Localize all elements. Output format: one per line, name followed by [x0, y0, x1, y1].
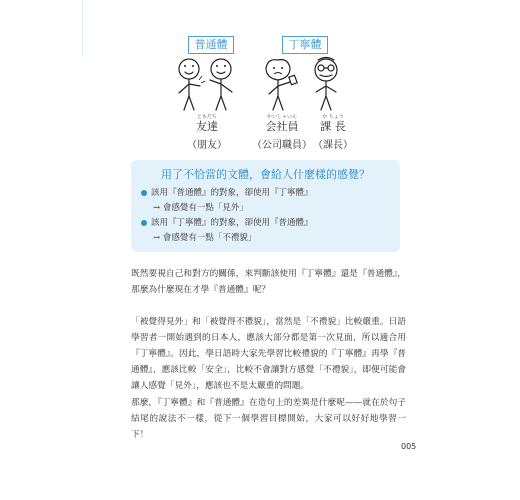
figure-ruby: かいしゃいん: [266, 114, 297, 120]
figure-translation: （公司職員）: [252, 140, 312, 151]
callout-item-text: 該用『普通體』的對象，卻使用『丁寧體』: [151, 188, 313, 198]
bullet-dot-icon: [141, 190, 147, 196]
body-paragraph: 「被覺得見外」和「被覺得不禮貌」，當然是「不禮貌」比較嚴重。日語學習者一開始遇到的日本人，應該大部分都是第一次見面，所以適合用『丁寧體』。因此，學日語時大家先學習比較禮貌的『丁寧體』再學『普通體』，應該比較「安全」，比較不會讓對方感覺「不禮貌」，即便可能會讓人感覺「見外」，應該也不是太嚴重的問題。: [131, 317, 406, 391]
figure-ruby: ともだち: [196, 114, 217, 120]
figure-word: 友達: [196, 120, 218, 133]
figure-translation: （課長）: [313, 140, 353, 151]
callout-item-text: 該用『丁寧體』的對象，卻使用『普通體』: [151, 218, 313, 228]
friends-chatting-illustration: [172, 56, 242, 112]
plain-style-label: 普通體: [188, 36, 234, 54]
callout-item-result: → 會感覺有一點「見外」: [153, 203, 248, 213]
figure-translation: （朋友）: [187, 140, 227, 151]
figure-word: 会社員: [265, 120, 299, 133]
polite-style-label: 丁寧體: [282, 36, 328, 54]
figure-word: 課 長: [320, 120, 346, 133]
body-paragraph: 那麼，『丁寧體』和『普通體』在造句上的差異是什麼呢——就在於句子結尾的說法不一樣，從下一個學習目標開始，大家可以好好地學習一下！: [131, 398, 406, 440]
margin-rule: [82, 0, 83, 56]
figure-ruby: か ちょう: [322, 114, 344, 120]
callout-item-result: → 會感覺有一點「不禮貌」: [153, 233, 257, 243]
callout-item: [141, 216, 313, 228]
bullet-dot-icon: [141, 220, 147, 226]
page-number: 005: [401, 442, 417, 451]
employee-and-manager-illustration: [262, 56, 348, 112]
callout-item: [141, 186, 313, 198]
body-paragraph: 既然要視自己和對方的關係，來判斷該使用『丁寧體』還是『普通體』，那麼為什麼現在才學『普通體』呢？: [131, 269, 406, 295]
callout-title: 用了不恰當的文體，會給人什麼樣的感覺？: [161, 168, 370, 181]
callout-box: [131, 160, 400, 252]
